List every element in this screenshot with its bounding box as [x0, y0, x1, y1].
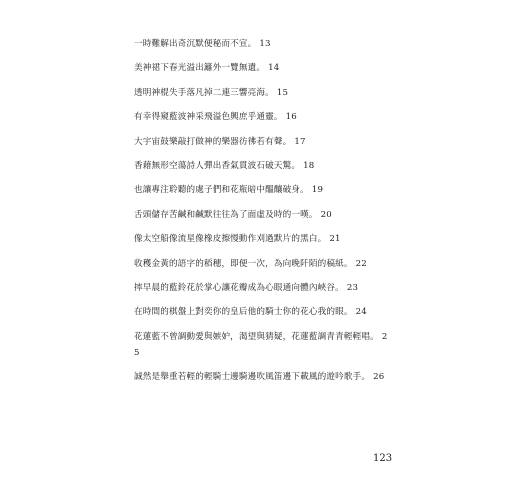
entry-text: 美神裙下春光溢出籬外一覽無遺。 — [134, 63, 266, 74]
entry-number: 20 — [320, 209, 332, 220]
entry-number: 24 — [355, 307, 367, 318]
entry-number: 18 — [303, 160, 315, 171]
entry-text: 花蓮藍不曾調動愛與嫉妒，渴望與猜疑，花蓮藍調青青輕輕唱。 — [134, 331, 379, 342]
list-item — [134, 207, 392, 223]
list-item — [134, 280, 392, 296]
entry-text: 也讓專注聆聽的處子們和花瓶暗中醞釀破身。 — [134, 185, 309, 196]
entry-number: 15 — [276, 87, 289, 98]
poem-line-list — [134, 36, 392, 393]
entry-number: 26 — [373, 372, 385, 383]
entry-text: 收穫金黃的語字的稻穗，即便一次，為向晚阡陌的稿紙。 — [134, 258, 353, 269]
entry-text: 香藉無形空蕩詩人彈出香氣貫波石破天驚。 — [134, 160, 301, 171]
entry-text: 誠然是舉重若輕的輕騎士邊騎邊吹風笛邊下載風的遊吟歌手。 — [134, 372, 371, 383]
list-item — [134, 109, 392, 125]
entry-text: 有幸得窺藍波神采飛溢色興庶乎通靈。 — [134, 112, 283, 123]
entry-number: 14 — [268, 63, 280, 74]
entry-text: 像太空船像流星像橡皮擦慢動作刈過默片的黑白。 — [134, 234, 327, 245]
entry-text: 摔早晨的藍鈴花於掌心讓花瓣成為心眼通向體內峽谷。 — [134, 282, 344, 293]
entry-text: 一時難解出奇沉默便秘而不宣。 — [134, 39, 257, 49]
list-item — [134, 329, 392, 361]
entry-number: 22 — [355, 258, 367, 269]
entry-number: 17 — [294, 136, 306, 147]
entry-number: 16 — [285, 112, 297, 123]
entry-number: 21 — [329, 234, 341, 245]
entry-text: 舌頭儲存苦鹹和鹹默往往為了面虛及時的一嘆。 — [134, 209, 318, 220]
entry-number: 19 — [311, 185, 324, 196]
entry-number: 23 — [346, 282, 359, 293]
entry-text: 透明神棍失手落凡掉二連三響亮海。 — [134, 87, 274, 98]
page-number: 123 — [373, 453, 393, 464]
entry-number: 25 — [134, 331, 388, 358]
list-item — [134, 158, 392, 174]
list-item — [134, 36, 392, 52]
list-item — [134, 231, 392, 247]
entry-text: 在時間的棋盤上對奕你的皇后他的騎士你的花心我的眼。 — [134, 307, 353, 318]
list-item — [134, 256, 392, 272]
entry-text: 大宇宙鼓樂敲打做神的樂器彷彿若有聲。 — [134, 136, 292, 147]
entry-number: 13 — [259, 39, 271, 49]
list-item — [134, 85, 392, 101]
list-item — [134, 369, 392, 385]
list-item — [134, 60, 392, 76]
list-item — [134, 304, 392, 320]
list-item — [134, 182, 392, 198]
list-item — [134, 134, 392, 150]
